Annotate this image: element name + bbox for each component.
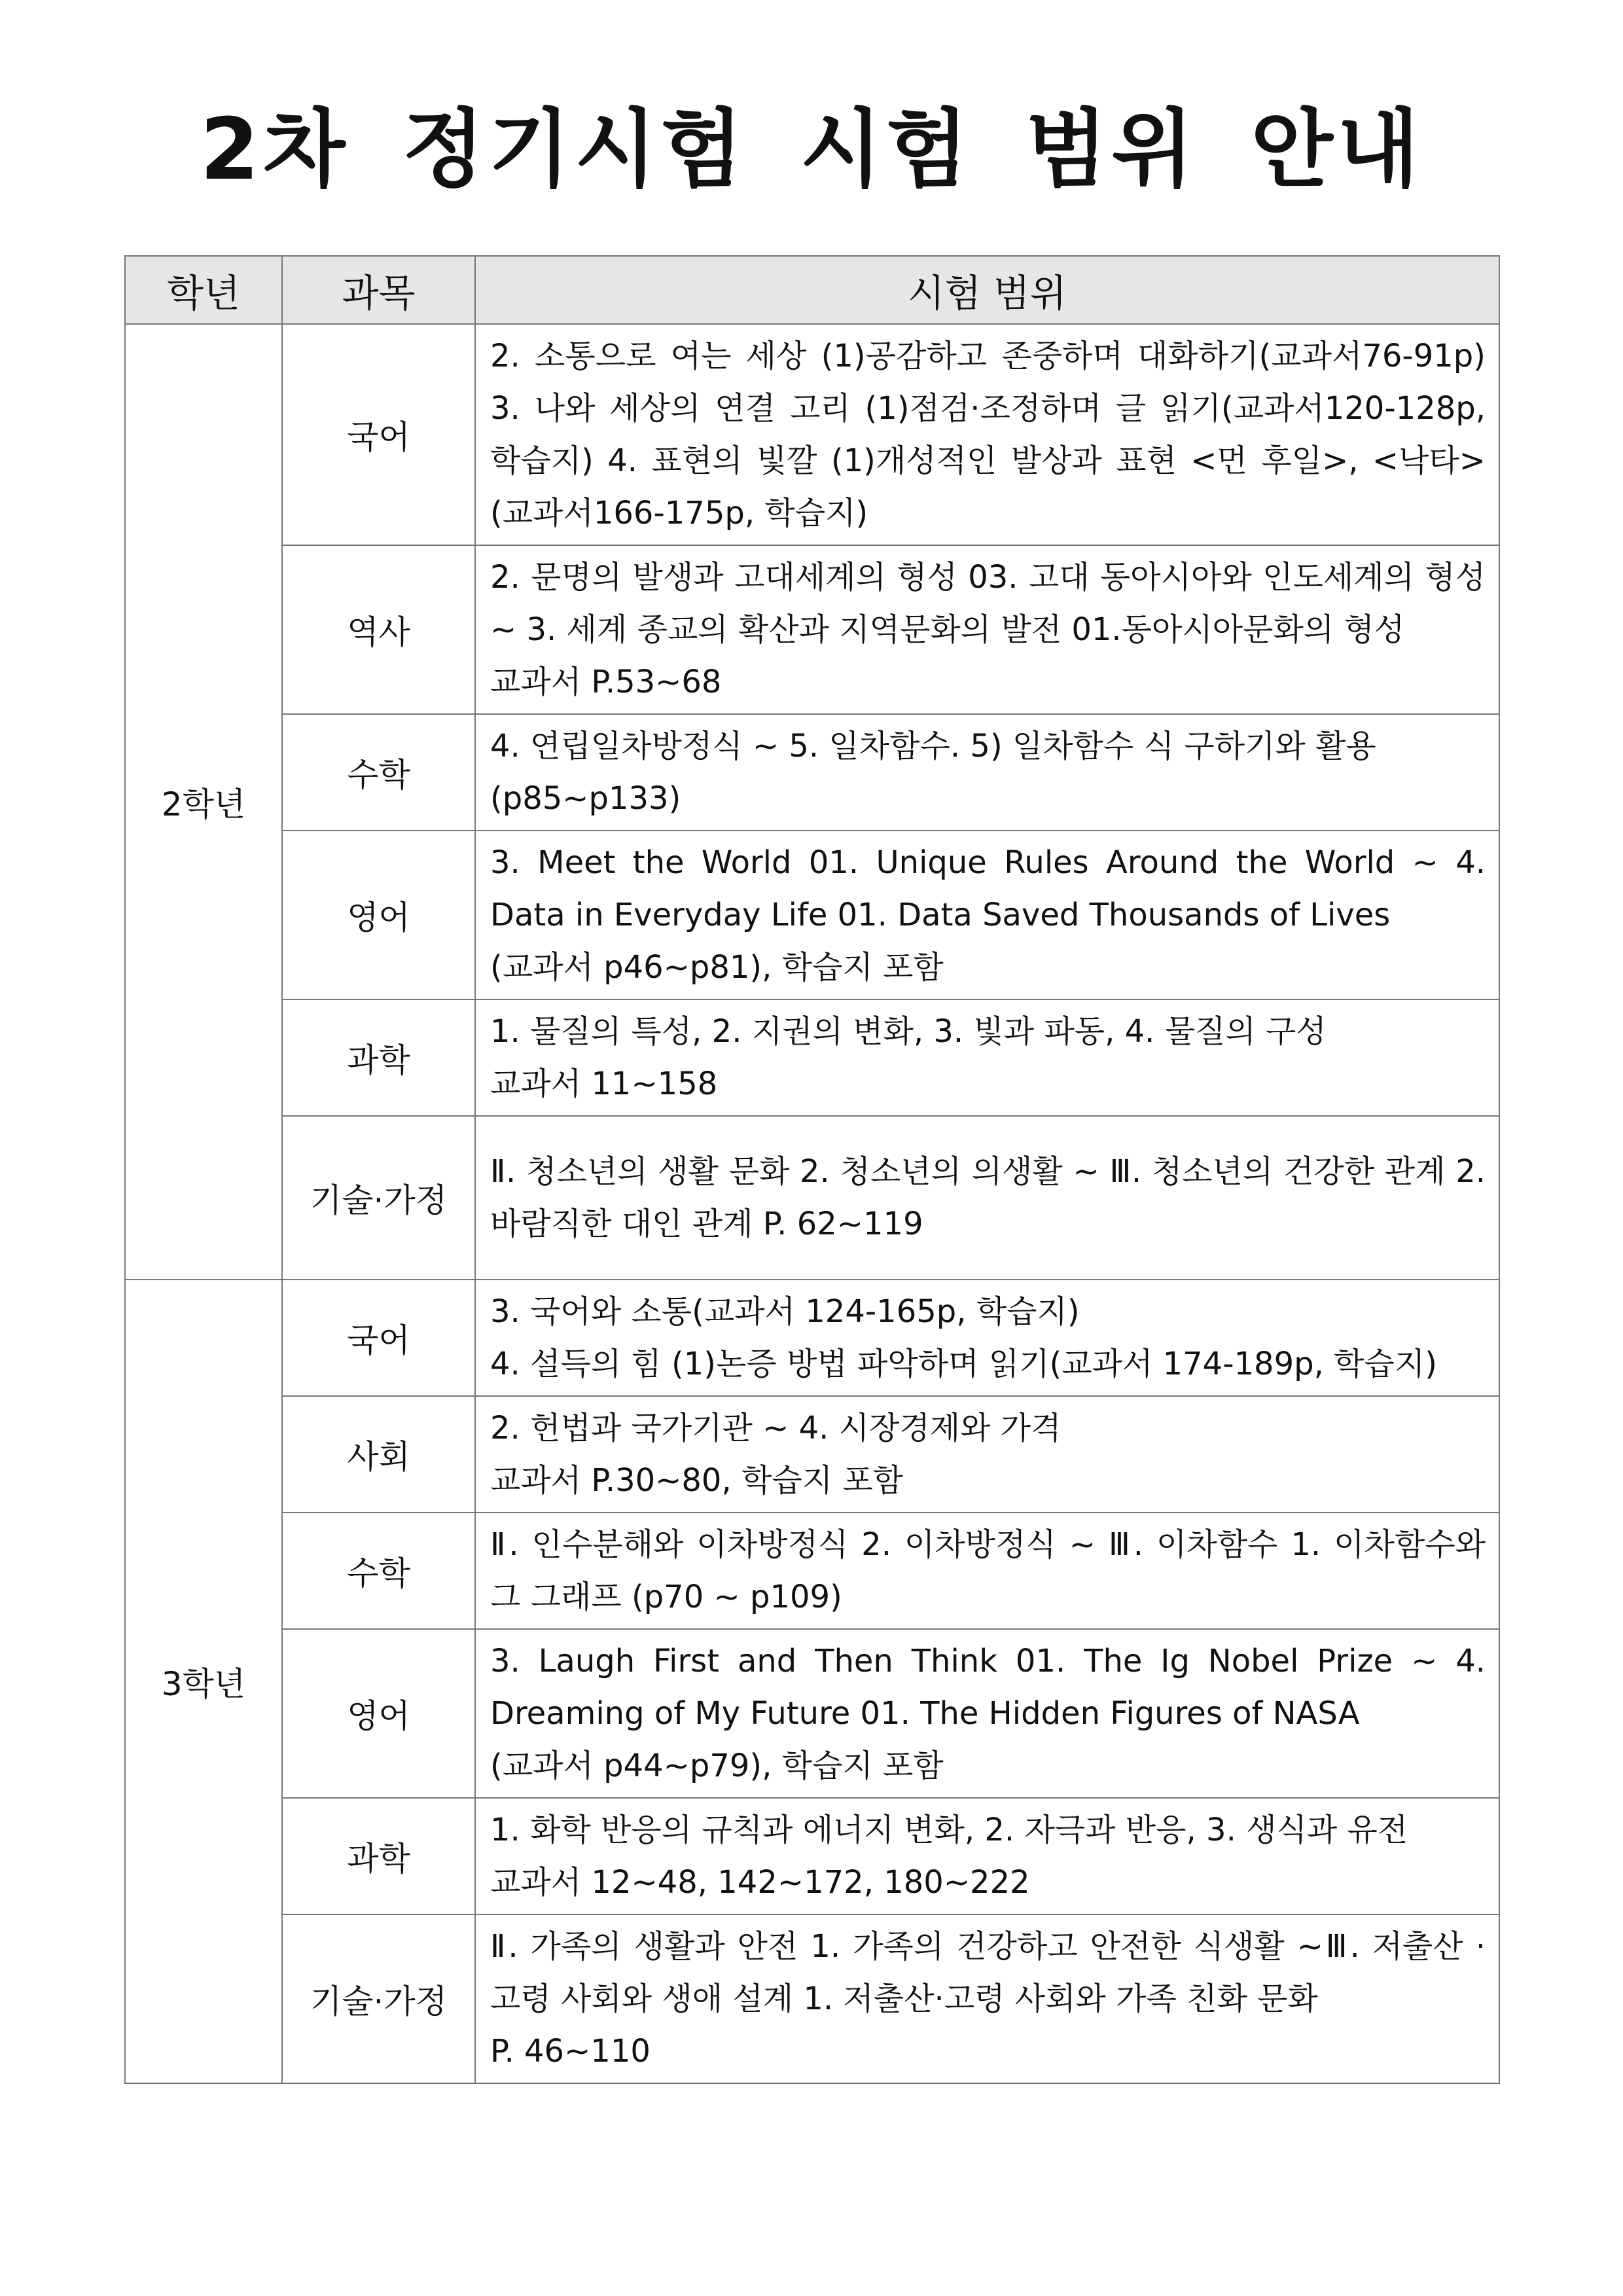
range-line: (p85~p133): [490, 780, 681, 817]
grade-cell: 2학년: [125, 324, 282, 1280]
range-line: 교과서 11~158: [490, 1066, 718, 1102]
table-row: [125, 545, 1499, 714]
range-line: 1. 물질의 특성, 2. 지권의 변화, 3. 빛과 파동, 4. 물질의 구성: [490, 1013, 1327, 1050]
table-row: [125, 831, 1499, 999]
subject-cell: 국어: [282, 324, 475, 545]
subject-cell: 영어: [282, 1629, 475, 1798]
subject-cell: 과학: [282, 1798, 475, 1914]
table-row: [125, 1116, 1499, 1280]
range-cell: [475, 714, 1499, 831]
table-row: [125, 1280, 1499, 1396]
range-cell: [475, 999, 1499, 1116]
range-line: (교과서 p44~p79), 학습지 포함: [490, 1748, 944, 1784]
table-header-row: [125, 256, 1499, 324]
range-line: Ⅱ. 가족의 생활과 안전 1. 가족의 건강하고 안전한 식생활 ~Ⅲ. 저출산 · 고령 사회와 생애 설계 1. 저출산·고령 사회와 가족 친화 문화: [490, 1928, 1486, 2017]
subject-cell: 기술·가정: [282, 1116, 475, 1280]
subject-cell: 과학: [282, 999, 475, 1116]
subject-cell: 수학: [282, 714, 475, 831]
range-line: (교과서 p46~p81), 학습지 포함: [490, 949, 944, 986]
range-line: P. 46~110: [490, 2033, 651, 2070]
header-grade: 학년: [125, 256, 282, 324]
range-line: 1. 화학 반응의 규칙과 에너지 변화, 2. 자극과 반응, 3. 생식과 유전: [490, 1812, 1408, 1848]
range-line: 교과서 12~48, 142~172, 180~222: [490, 1864, 1030, 1901]
range-line: 2. 소통으로 여는 세상 (1)공감하고 존중하며 대화하기(교과서76-91p) 3. 나와 세상의 연결 고리 (1)점검·조정하며 글 읽기(교과서120-128p, 학습지) 4. 표현의 빛깔 (1)개성적인 발상과 표현 <먼 후일>, <낙타>(교과서166-175p, 학습지): [490, 338, 1486, 531]
range-line: 3. 국어와 소통(교과서 124-165p, 학습지): [490, 1293, 1080, 1330]
table-row: [125, 714, 1499, 831]
range-cell: [475, 1629, 1499, 1798]
table-row: [125, 1629, 1499, 1798]
range-line: 교과서 P.30~80, 학습지 포함: [490, 1462, 904, 1499]
range-line: Ⅱ. 청소년의 생활 문화 2. 청소년의 의생활 ~ Ⅲ. 청소년의 건강한 관계 2. 바람직한 대인 관계 P. 62~119: [490, 1153, 1486, 1242]
subject-cell: 사회: [282, 1396, 475, 1513]
exam-range-table: [124, 255, 1500, 2084]
subject-cell: 국어: [282, 1280, 475, 1396]
grade-cell: 3학년: [125, 1280, 282, 2083]
range-cell: [475, 324, 1499, 545]
range-line: 4. 연립일차방정식 ~ 5. 일차함수. 5) 일차함수 식 구하기와 활용: [490, 728, 1376, 764]
range-cell: [475, 1396, 1499, 1513]
table-row: [125, 1513, 1499, 1629]
range-cell: [475, 545, 1499, 714]
range-line: 3. Laugh First and Then Think 01. The Ig Nobel Prize ~ 4. Dreaming of My Future 01. The Hidden Figures of NASA: [490, 1643, 1486, 1732]
range-cell: [475, 1280, 1499, 1396]
table-row: [125, 1798, 1499, 1914]
range-line: 4. 설득의 힘 (1)논증 방법 파악하며 읽기(교과서 174-189p, 학습지): [490, 1346, 1437, 1382]
range-line: 3. Meet the World 01. Unique Rules Around the World ~ 4. Data in Everyday Life 01. Data Saved Thousands of Lives: [490, 844, 1486, 933]
range-line: 2. 문명의 발생과 고대세계의 형성 03. 고대 동아시아와 인도세계의 형성 ~ 3. 세계 종교의 확산과 지역문화의 발전 01.동아시아문화의 형성: [490, 559, 1486, 648]
range-cell: [475, 1116, 1499, 1280]
table-row: [125, 324, 1499, 545]
subject-cell: 기술·가정: [282, 1914, 475, 2083]
table-row: [125, 1914, 1499, 2083]
range-cell: [475, 1513, 1499, 1629]
range-line: 2. 헌법과 국가기관 ~ 4. 시장경제와 가격: [490, 1410, 1061, 1446]
subject-cell: 역사: [282, 545, 475, 714]
table-row: [125, 999, 1499, 1116]
header-subject: 과목: [282, 256, 475, 324]
range-line: Ⅱ. 인수분해와 이차방정식 2. 이차방정식 ~ Ⅲ. 이차함수 1. 이차함수와 그 그래프 (p70 ~ p109): [490, 1526, 1486, 1615]
subject-cell: 수학: [282, 1513, 475, 1629]
header-range: 시험 범위: [475, 256, 1499, 324]
subject-cell: 영어: [282, 831, 475, 999]
range-cell: [475, 1798, 1499, 1914]
range-cell: [475, 1914, 1499, 2083]
range-cell: [475, 831, 1499, 999]
page-title: 2차 정기시험 시험 범위 안내: [200, 99, 1423, 199]
range-line: 교과서 P.53~68: [490, 664, 722, 700]
table-row: [125, 1396, 1499, 1513]
